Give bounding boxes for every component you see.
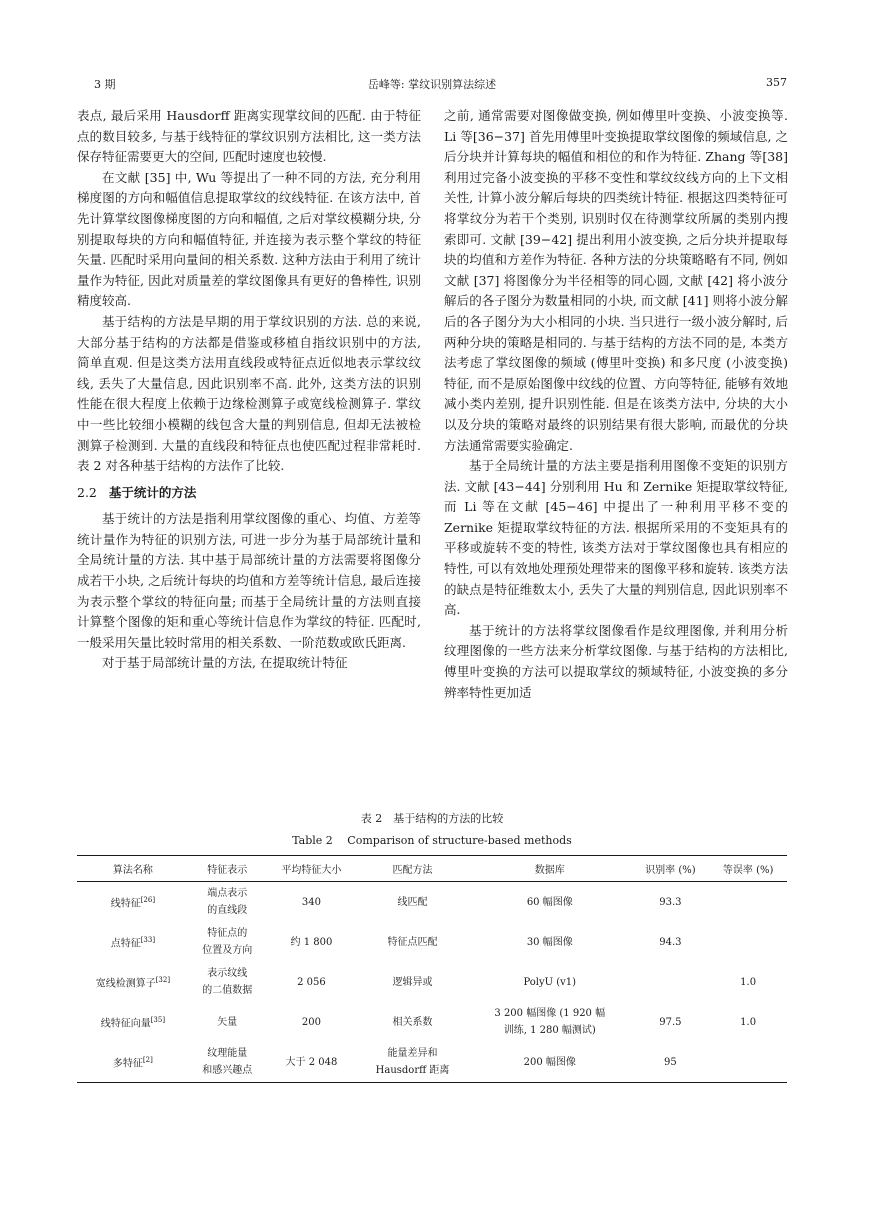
paragraph: 对于基于局部统计量的方法, 在提取统计特征: [102, 655, 348, 671]
database-line-1: 3 200 幅图像 (1 920 幅: [494, 1008, 606, 1019]
right-column: [444, 106, 788, 703]
cell-size: 2 056: [297, 976, 326, 988]
paragraph: 基于统计的方法是指利用掌纹图像的重心、均值、方差等统计量作为特征的识别方法, 可进一步分为基于局部统计量和全局统计量的方法. 其中基于局部统计量的方法需要将图像分成若干小块, 之后统计每块的均值和方差等统计信息, 最后连接为表示整个掌纹的特征向量; 而基于全局统计量的方法则直接计算整个图像的矩和重心等统计信息作为掌纹的特征. 匹配时, 一般采用矢量比较时常用的相关系数、一阶范数或欧氏距离.: [77, 511, 421, 650]
left-column: [77, 106, 421, 674]
match-line-1: 线匹配: [397, 896, 428, 908]
column-header: 等误率 (%): [709, 856, 787, 882]
paragraph: 表点, 最后采用 Hausdorff 距离实现掌纹间的匹配. 由于特征点的数目较多, 与基于线特征的掌纹识别方法相比, 这一类方法保存特征需要更大的空间, 匹配时速度也较慢.: [77, 108, 421, 165]
column-header: 算法名称: [77, 856, 189, 882]
cell-size: 约 1 800: [290, 936, 333, 948]
cell-size: 大于 2 048: [266, 1042, 357, 1083]
running-title: 岳峰等: 掌纹识别算法综述: [367, 78, 497, 91]
feature-line-1: 特征点的: [207, 928, 248, 939]
column-header: 数据库: [468, 856, 632, 882]
cell-feature: [189, 922, 266, 962]
running-header: [77, 76, 787, 92]
column-header: 识别率 (%): [632, 856, 710, 882]
cell-eer: 1.0: [740, 1016, 757, 1028]
column-header: 平均特征大小: [266, 856, 357, 882]
cell-algorithm: [77, 962, 189, 1002]
cell-feature: [189, 882, 266, 923]
cell-eer: [709, 922, 787, 962]
feature-line-1: 表示纹线: [207, 968, 248, 979]
cell-match: [357, 1042, 468, 1083]
database-line-1: 200 幅图像: [523, 1056, 576, 1068]
feature-line-1: 端点表示: [207, 888, 248, 899]
cell-feature: [189, 1042, 266, 1083]
cell-size: 340: [301, 896, 321, 908]
feature-line-2: 的二值数据: [202, 985, 253, 996]
page-number: 357: [766, 76, 787, 89]
algorithm-name: 点特征: [110, 938, 141, 950]
cell-database: [468, 922, 632, 962]
paragraph: 基于结构的方法是早期的用于掌纹识别的方法. 总的来说, 大部分基于结构的方法都是借鉴或移植自指纹识别中的方法, 简单直观. 但是这类方法用直线段或特征点近似地表示掌纹纹线, 丢失了大量信息, 因此识别率不高. 此外, 这类方法的识别性能在很大程度上依赖于边缘检测算子或宽线检测算子. 掌纹中一些比较细小模糊的线包含大量的判别信息, 但却无法被检测算子检测到. 大量的直线段和特征点也使匹配过程非常耗时. 表 2 对各种基于结构的方法作了比较.: [77, 313, 421, 474]
table-row: [77, 962, 787, 1002]
column-header: 特征表示: [189, 856, 266, 882]
cell-algorithm: [77, 1002, 189, 1042]
database-line-1: PolyU (v1): [523, 976, 577, 988]
cell-database: [468, 1002, 632, 1042]
citation-ref: [35]: [150, 1015, 166, 1024]
paragraph: 基于统计的方法将掌纹图像看作是纹理图像, 并利用分析纹理图像的一些方法来分析掌纹图像. 与基于结构的方法相比, 傅里叶变换的方法可以提取掌纹的频域特征, 小波变换的多分辨率特性更加适: [444, 622, 788, 700]
cell-eer: [709, 1042, 787, 1083]
feature-line-1: 纹理能量: [207, 1048, 248, 1059]
citation-ref: [26]: [140, 895, 156, 904]
algorithm-name: 线特征向量: [100, 1018, 151, 1030]
section-title: 基于统计的方法: [108, 484, 197, 500]
paragraph: 之前, 通常需要对图像做变换, 例如傅里叶变换、小波变换等. Li 等[36−37] 首先用傅里叶变换提取掌纹图像的频域信息, 之后分块并计算每块的幅值和相位的和作为特征. Zhang 等[38] 利用过完备小波变换的平移不变性和掌纹纹线方向的上下文相关性, 计算小波分解后每块的四类统计特征. 根据这四类特征可将掌纹分为若干个类别, 识别时仅在待测掌纹所属的类别内搜索即可. 文献 [39−42] 提出利用小波变换, 之后分块并提取每块的均值和方差作为特征. 各种方法的分块策略略有不同, 例如文献 [37] 将图像分为半径相等的同心圆, 文献 [42] 将小波分解后的各子图分为数量相同的小块, 而文献 [41] 则将小波分解后的各子图分为大小相同的小块. 当只进行一级小波分解时, 后两种分块的策略是相同的. 与基于结构的方法不同的是, 本类方法考虑了掌纹图像的频域 (傅里叶变换) 和多尺度 (小波变换) 特征, 而不是原始图像中纹线的位置、方向等特征, 能够有效地减小类内差别, 提升识别性能. 但是在该类方法中, 分块的大小以及分块的策略对最终的识别结果有很大影响, 而最优的分块方法通常需要实验确定.: [444, 108, 788, 453]
cell-database: [468, 962, 632, 1002]
table-row: [77, 922, 787, 962]
cell-match: [357, 962, 468, 1002]
match-line-1: 相关系数: [392, 1016, 433, 1028]
paragraph: 基于全局统计量的方法主要是指利用图像不变矩的识别方法. 文献 [43−44] 分别利用 Hu 和 Zernike 矩提取掌纹特征, 而 Li 等在文献 [45−46] 中提出了一种利用平移不变的 Zernike 矩提取掌纹特征的方法. 根据所采用的不变矩具有的平移或旋转不变的特性, 该类方法对于掌纹图像也具有相应的特性, 可以有效地处理预处理带来的图像平移和旋转. 该类方法的缺点是特征维数太小, 丢失了大量的判别信息, 因此识别率不高.: [444, 458, 788, 618]
match-line-1: 逻辑异或: [392, 976, 433, 988]
citation-ref: [33]: [140, 935, 156, 944]
algorithm-name: 宽线检测算子: [95, 978, 156, 990]
cell-recognition-rate: 97.5: [659, 1016, 682, 1028]
feature-line-2: 的直线段: [207, 905, 248, 916]
feature-line-2: 和感兴趣点: [202, 1065, 253, 1076]
table-row: [77, 1002, 787, 1042]
cell-feature: [189, 962, 266, 1002]
cell-eer: [709, 882, 787, 923]
comparison-table: [77, 855, 787, 1083]
cell-eer: 1.0: [740, 976, 757, 988]
table-header-row: [77, 856, 787, 882]
database-line-1: 30 幅图像: [526, 936, 573, 948]
cell-feature: [189, 1002, 266, 1042]
algorithm-name: 线特征: [110, 898, 141, 910]
database-line-1: 60 幅图像: [526, 896, 573, 908]
citation-ref: [2]: [142, 1055, 153, 1064]
cell-size: 200: [301, 1016, 321, 1028]
cell-database: [468, 882, 632, 923]
match-line-1: 特征点匹配: [387, 936, 438, 948]
cell-recognition-rate: 95: [632, 1042, 710, 1083]
section-heading: [77, 483, 421, 504]
algorithm-name: 多特征: [112, 1058, 143, 1070]
section-number: 2.2: [77, 484, 97, 500]
citation-ref: [32]: [155, 975, 171, 984]
column-header: 匹配方法: [357, 856, 468, 882]
feature-line-2: 位置及方向: [202, 945, 253, 956]
cell-match: [357, 1002, 468, 1042]
feature-line-1: 矢量: [217, 1016, 238, 1028]
paragraph: 在文献 [35] 中, Wu 等提出了一种不同的方法, 充分利用梯度图的方向和幅值信息提取掌纹的纹线特征. 在该方法中, 首先计算掌纹图像梯度图的方向和幅值, 之后对掌纹模糊分块, 分别提取每块的方向和幅值特征, 并连接为表示整个掌纹的特征矢量. 匹配时采用向量间的相关系数. 这种方法由于利用了统计量作为特征, 因此对质量差的掌纹图像具有更好的鲁棒性, 识别精度较高.: [77, 169, 421, 309]
issue-number: 3 期: [94, 78, 116, 91]
cell-match: [357, 922, 468, 962]
cell-match: [357, 882, 468, 923]
match-line-2: Hausdorff 距离: [375, 1065, 450, 1076]
cell-recognition-rate: [632, 962, 710, 1002]
database-line-2: 训练, 1 280 幅测试): [503, 1025, 596, 1036]
cell-algorithm: [77, 922, 189, 962]
table-caption-chinese: 表 2 基于结构的方法的比较: [360, 812, 504, 825]
cell-recognition-rate: 94.3: [659, 936, 682, 948]
table-row: [77, 1042, 787, 1083]
cell-algorithm: [77, 882, 189, 923]
cell-algorithm: [77, 1042, 189, 1083]
match-line-1: 能量差异和: [387, 1048, 438, 1059]
cell-database: [468, 1042, 632, 1083]
table-caption-english: Table 2 Comparison of structure-based methods: [292, 834, 572, 847]
table-row: [77, 882, 787, 923]
cell-recognition-rate: 93.3: [659, 896, 682, 908]
